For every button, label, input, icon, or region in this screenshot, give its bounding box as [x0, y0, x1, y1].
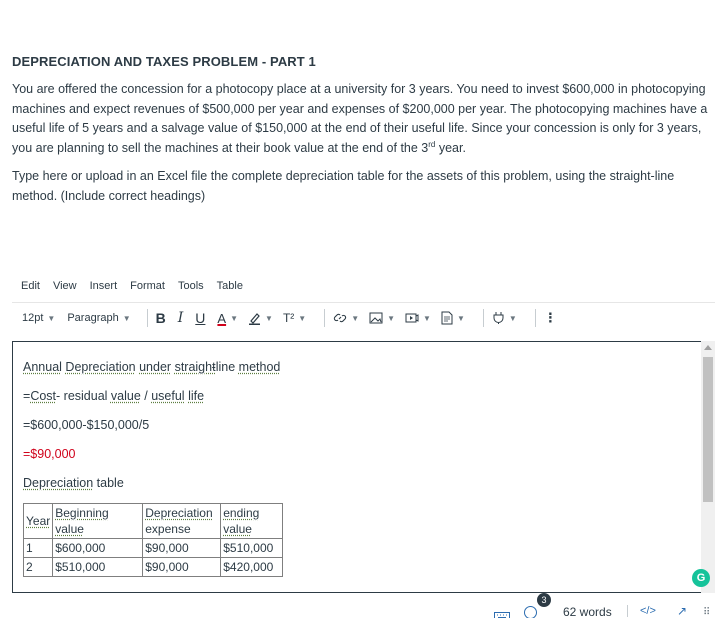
table-cell[interactable]: 1 [24, 539, 53, 558]
menu-tools[interactable]: Tools [177, 280, 204, 292]
editor-text: / [140, 389, 152, 403]
editor-toolbar [12, 304, 715, 332]
html-editor-toggle[interactable]: </> [640, 605, 656, 617]
media-button[interactable] [405, 312, 431, 324]
chevron-down-icon: ▼ [387, 313, 396, 323]
image-icon [369, 312, 383, 324]
chevron-down-icon: ▼ [265, 313, 273, 323]
menu-insert[interactable]: Insert [89, 280, 118, 292]
font-size-value: 12pt [22, 312, 44, 324]
editor-line [23, 385, 283, 414]
bold-button[interactable]: B [155, 310, 166, 326]
fullscreen-icon[interactable]: ↗ [677, 604, 688, 618]
editor-text: under [139, 360, 172, 374]
plug-icon [492, 311, 505, 325]
toolbar-separator [147, 309, 148, 327]
table-header-cell[interactable] [53, 504, 143, 539]
table-cell[interactable]: $600,000 [53, 539, 143, 558]
chevron-down-icon: ▼ [47, 313, 56, 323]
header-text: value [55, 522, 84, 536]
media-icon [405, 312, 419, 324]
editor-text: = [23, 389, 31, 403]
table-cell[interactable]: $90,000 [143, 539, 221, 558]
menu-view[interactable]: View [52, 280, 77, 292]
editor-text: table [93, 476, 124, 490]
table-row [24, 539, 283, 558]
font-size-select[interactable] [22, 312, 55, 324]
editor-text: Cost [30, 389, 57, 403]
block-format-select[interactable] [67, 312, 130, 324]
depreciation-table[interactable] [23, 503, 283, 577]
editor-text: Depreciation [23, 476, 94, 490]
toolbar-separator [483, 309, 484, 327]
table-cell[interactable]: $510,000 [53, 558, 143, 577]
editor-text: life [188, 389, 205, 403]
scroll-thumb[interactable] [703, 357, 713, 502]
chevron-down-icon: ▼ [508, 313, 517, 323]
accessibility-checker-icon[interactable] [524, 606, 537, 618]
scroll-up-arrow-icon[interactable] [704, 345, 712, 350]
problem-description: You are offered the concession for a photocopy place at a university for 3 years. You need to invest $600,000 in photocopying machines and expect revenues of $500,000 per year and expenses of $200,000 per year. The photocopying machines have a useful life of 5 years and a salvage value of $150,000 at the end of their useful life. Since your concession is only for 3 years, you are planning to sell the machines at their book value at the end of the 3rd year. [12, 82, 708, 155]
word-count[interactable]: 62 words [563, 605, 612, 618]
highlighter-icon [248, 312, 261, 325]
link-icon [333, 311, 347, 325]
toolbar-separator [324, 309, 325, 327]
link-button[interactable] [333, 311, 359, 325]
editor-line: =$90,000 [23, 447, 76, 461]
table-header-row [24, 504, 283, 539]
table-cell[interactable]: $90,000 [143, 558, 221, 577]
image-button[interactable] [369, 312, 395, 324]
header-text: Year [26, 514, 51, 528]
italic-button[interactable]: I [177, 310, 184, 326]
question-instructions: Type here or upload in an Excel file the complete depreciation table for the assets of this problem, using the straight-line method. (Include correct headings) [12, 169, 675, 203]
superscript-icon: T² [282, 311, 295, 325]
apps-button[interactable] [492, 311, 517, 325]
table-cell[interactable]: $420,000 [221, 558, 283, 577]
keyboard-icon[interactable] [494, 612, 510, 618]
editor-text: -line [211, 360, 236, 374]
more-options-button[interactable]: ⋮ [543, 310, 557, 325]
menu-table[interactable]: Table [216, 280, 243, 292]
header-text: value [223, 522, 252, 536]
editor-line [23, 356, 283, 385]
editor-menubar [21, 280, 256, 292]
table-row [24, 558, 283, 577]
menu-edit[interactable]: Edit [21, 280, 40, 292]
menu-format[interactable]: Format [130, 280, 165, 292]
editor-text: useful [151, 389, 185, 403]
chevron-down-icon: ▼ [122, 313, 131, 323]
highlight-button[interactable] [248, 312, 273, 325]
statusbar-separator [627, 605, 628, 617]
editor-text: method [238, 360, 281, 374]
block-format-value: Paragraph [67, 312, 119, 324]
toolbar-separator [535, 309, 536, 327]
chevron-down-icon: ▼ [230, 313, 239, 323]
header-text: ending [223, 506, 260, 520]
problem-title: DEPRECIATION AND TAXES PROBLEM - PART 1 [12, 54, 316, 69]
document-icon [441, 311, 453, 325]
editor-text: Depreciation [65, 360, 136, 374]
editor-text: straight [174, 360, 216, 374]
document-button[interactable] [441, 311, 465, 325]
superscript-button[interactable] [283, 311, 306, 325]
resize-handle-icon[interactable]: ⠿ [703, 607, 710, 618]
table-header-cell[interactable] [24, 504, 53, 539]
underline-button[interactable]: U [195, 310, 206, 326]
header-text: Depreciation [145, 506, 213, 520]
grammarly-icon[interactable]: G [692, 569, 710, 587]
table-cell[interactable]: $510,000 [221, 539, 283, 558]
editor-scrollbar[interactable] [701, 341, 715, 593]
rich-text-editor[interactable] [12, 341, 715, 593]
editor-text: value [110, 389, 141, 403]
text-color-button[interactable] [217, 311, 238, 326]
text-color-icon: A [217, 310, 227, 326]
editor-text: Annual [23, 360, 62, 374]
toolbar-divider [12, 302, 715, 303]
table-header-cell[interactable] [221, 504, 283, 539]
table-cell[interactable]: 2 [24, 558, 53, 577]
chevron-down-icon: ▼ [298, 313, 307, 323]
header-text: Beginning [55, 506, 109, 520]
chevron-down-icon: ▼ [423, 313, 431, 323]
chevron-down-icon: ▼ [351, 313, 360, 323]
chevron-down-icon: ▼ [456, 313, 465, 323]
editor-line: =$600,000-$150,000/5 [23, 418, 150, 432]
table-header-cell[interactable] [143, 504, 221, 539]
editor-text: - residual [56, 389, 111, 403]
editor-line [23, 472, 283, 501]
header-text: expense [145, 522, 191, 536]
editor-content[interactable] [23, 356, 283, 577]
issues-count-badge: 3 [537, 593, 551, 607]
